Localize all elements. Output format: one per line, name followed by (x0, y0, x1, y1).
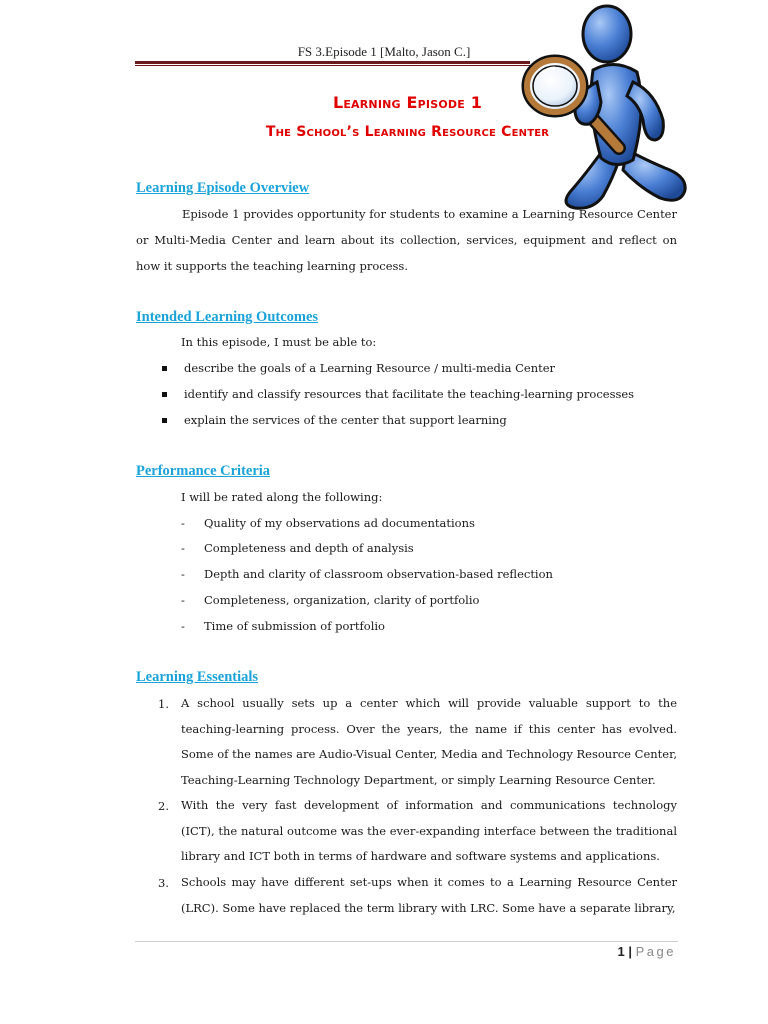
page-word: Page (635, 944, 676, 959)
page-footer (618, 944, 677, 959)
criteria-intro: I will be rated along the following: (181, 490, 383, 504)
criteria-heading: Performance Criteria (136, 463, 271, 479)
list-item: Time of submission of portfolio (204, 619, 385, 633)
numbered-item: A school usually sets up a center which will provide valuable support to the teaching-learning process. Over the years, the name if this center has evolved. Some of the names are Audio-Visual Center, Media and Technology Resource Center, Teaching-Learning Technology Department, or simply Learning Resource Center. (181, 696, 677, 787)
dash-marker: - (181, 567, 185, 581)
bullet-icon (162, 366, 167, 371)
list-number: 1. (158, 697, 169, 711)
outcomes-heading: Intended Learning Outcomes (136, 309, 319, 325)
dash-marker: - (181, 516, 185, 530)
list-item: explain the services of the center that support learning (184, 413, 507, 427)
list-item: Quality of my observations ad documentations (204, 516, 475, 530)
dash-marker: - (181, 541, 185, 555)
header-rule (135, 61, 530, 66)
bullet-icon (162, 418, 167, 423)
dash-marker: - (181, 619, 185, 633)
dash-marker: - (181, 593, 185, 607)
essentials-heading: Learning Essentials (136, 669, 259, 685)
episode-title: Learning Episode 1 (332, 93, 483, 112)
page-separator: | (628, 944, 632, 959)
list-item: Completeness, organization, clarity of portfolio (204, 593, 480, 607)
list-number: 2. (158, 799, 169, 813)
overview-paragraph: Episode 1 provides opportunity for students to examine a Learning Resource Center or Multi-Media Center and learn about its collection, services, equipment and reflect on how it supports the teaching learning process. (136, 207, 677, 273)
bullet-icon (162, 392, 167, 397)
page-header: FS 3.Episode 1 [Malto, Jason C.] (297, 44, 471, 59)
list-item: Depth and clarity of classroom observation-based reflection (204, 567, 553, 581)
numbered-item: With the very fast development of information and communications technology (ICT), the natural outcome was the ever-expanding interface between the traditional library and ICT both in terms of hardware and software systems and applications. (181, 798, 677, 863)
outcomes-intro: In this episode, I must be able to: (181, 335, 377, 349)
list-item: describe the goals of a Learning Resource / multi-media Center (184, 361, 556, 375)
footer-rule (135, 941, 678, 942)
list-number: 3. (158, 876, 169, 890)
numbered-item: Schools may have different set-ups when it comes to a Learning Resource Center (LRC). Some have replaced the term library with LRC. Some have a separate library, (181, 875, 677, 915)
overview-heading: Learning Episode Overview (136, 180, 310, 196)
episode-subtitle: The School’s Learning Resource Center (265, 124, 550, 140)
page-number: 1 (617, 944, 625, 959)
list-item: Completeness and depth of analysis (204, 541, 414, 555)
list-item: identify and classify resources that facilitate the teaching-learning processes (184, 387, 635, 401)
